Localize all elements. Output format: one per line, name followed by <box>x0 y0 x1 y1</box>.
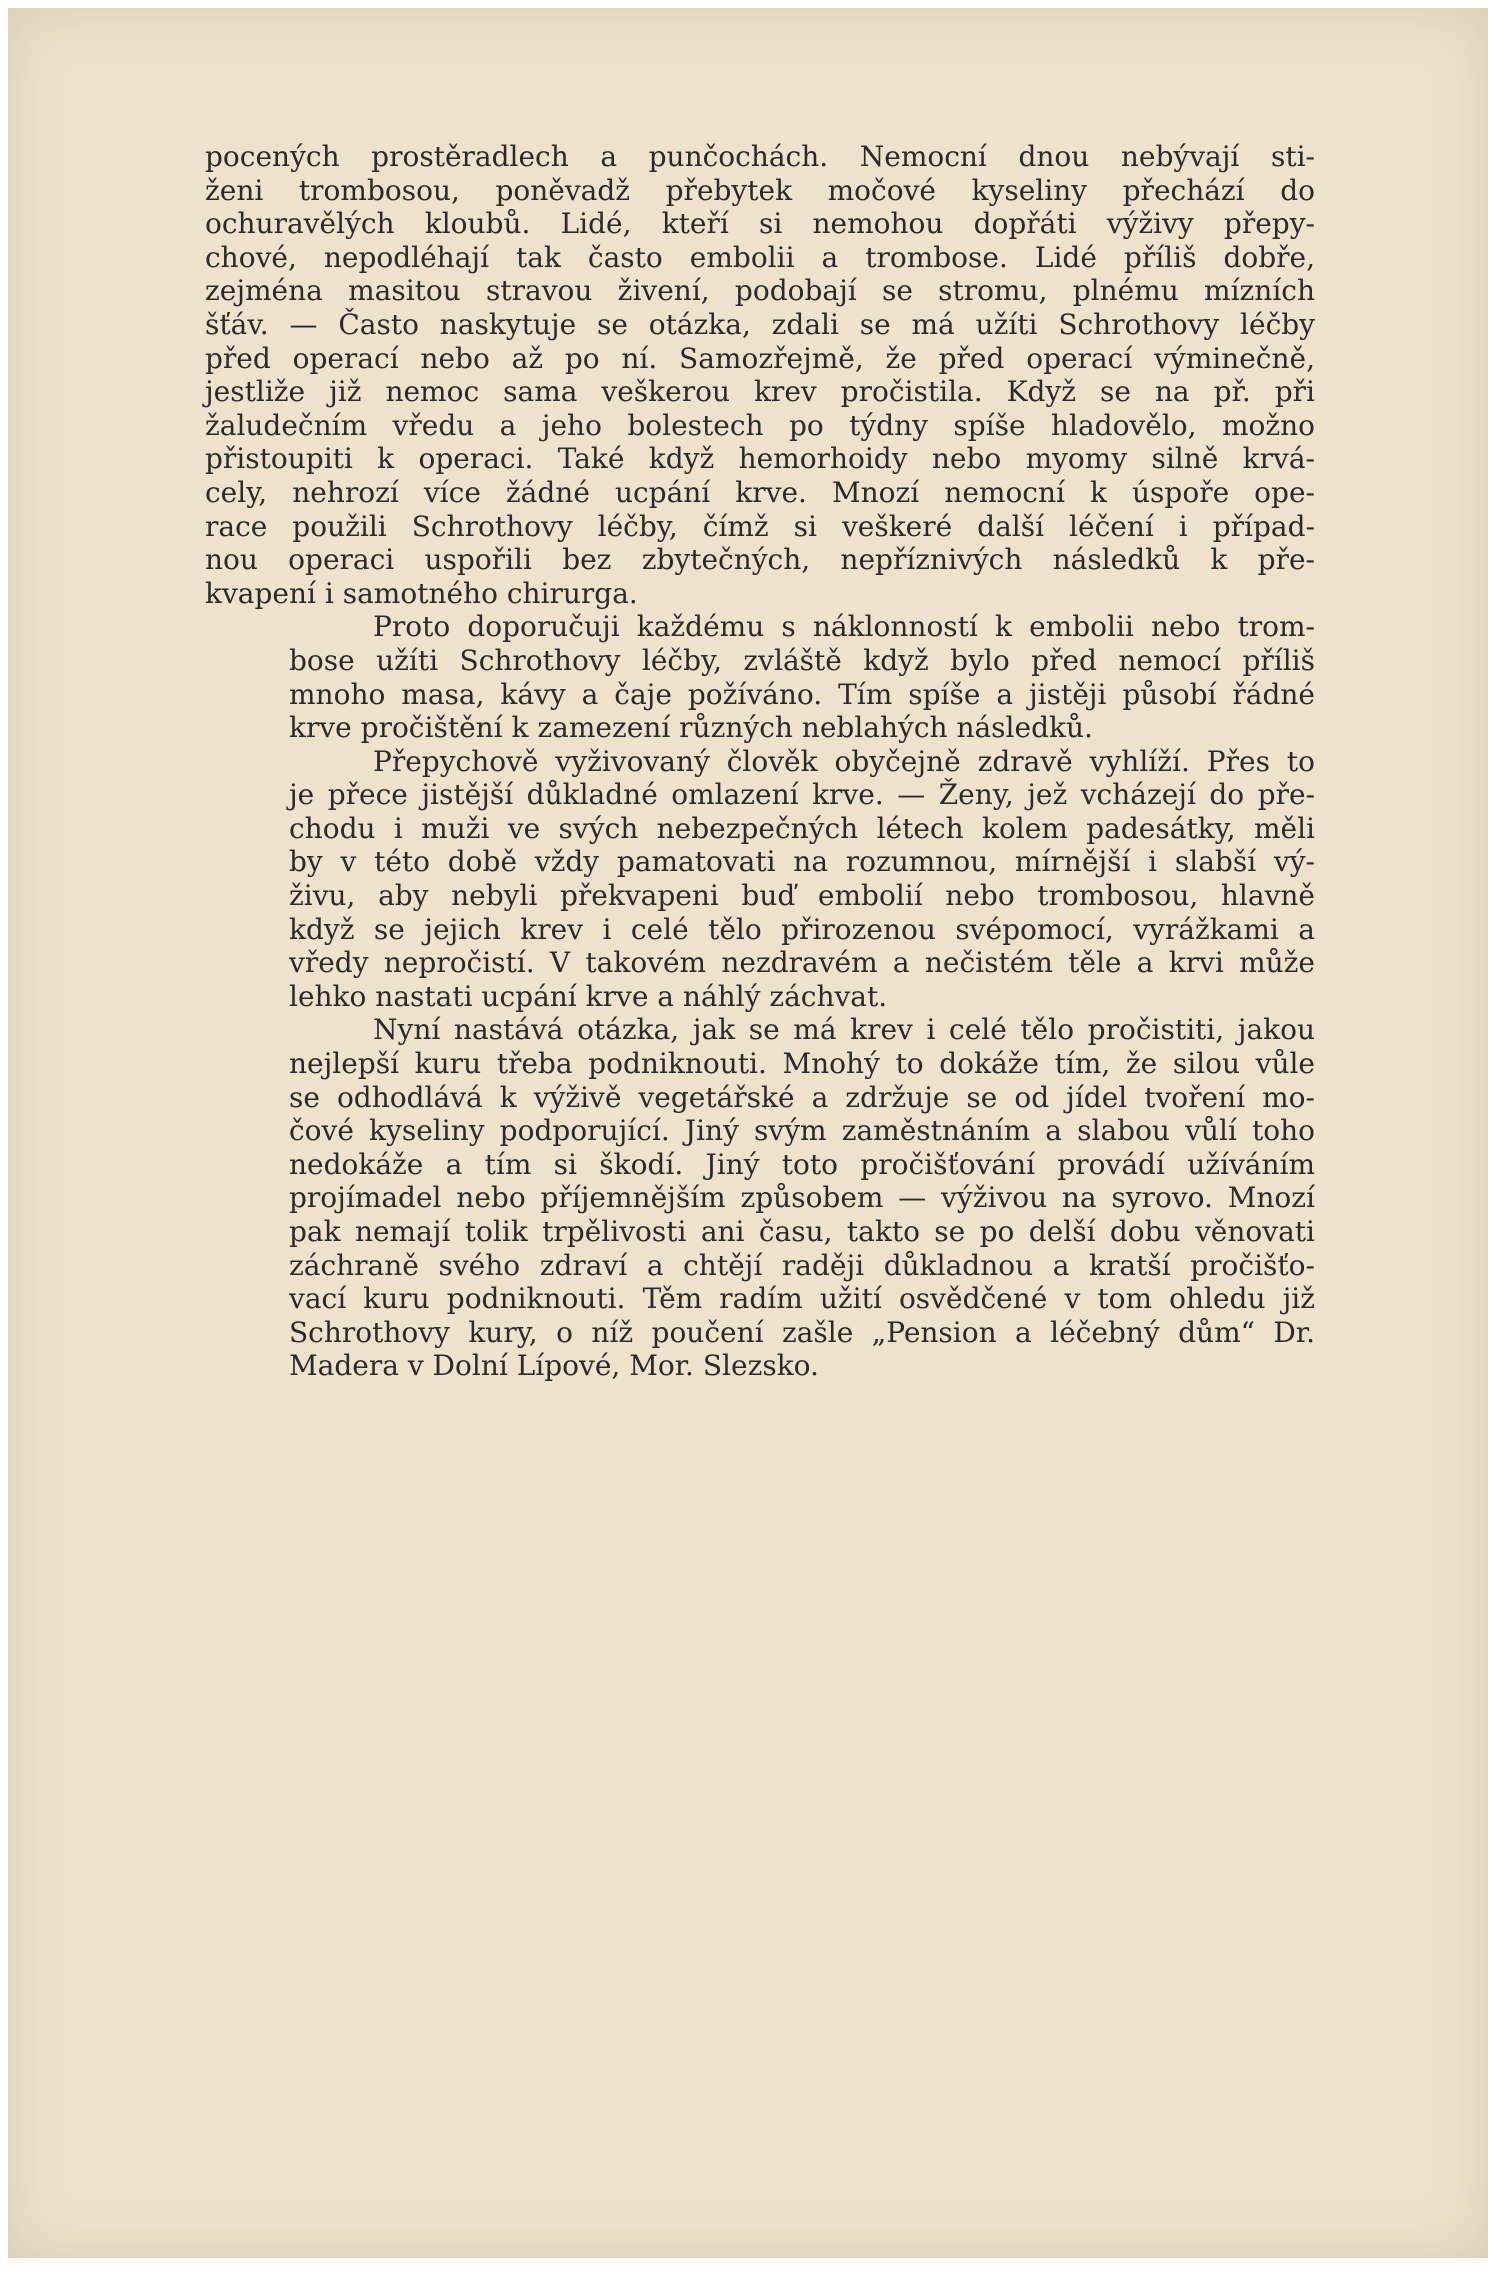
text-line: race použili Schrothovy léčby, čímž si veškeré další léčení i případ- <box>205 509 1315 543</box>
paragraph <box>205 610 1315 744</box>
text-line: chodu i muži ve svých nebezpečných létech kolem padesátky, měli <box>289 811 1315 845</box>
text-line: Madera v Dolní Lípové, Mor. Slezsko. <box>289 1349 819 1383</box>
text-line: Schrothovy kury, o níž poučení zašle „Pension a léčebný dům“ Dr. <box>289 1315 1315 1349</box>
text-line: bose užíti Schrothovy léčby, zvláště když bylo před nemocí příliš <box>289 643 1315 677</box>
paragraph <box>205 745 1315 1014</box>
text-line: projímadel nebo příjemnějším způsobem — výživou na syrovo. Mnozí <box>289 1181 1315 1215</box>
text-line: je přece jistější důkladné omlazení krve. — Ženy, jež vcházejí do pře- <box>289 778 1315 812</box>
text-line: živu, aby nebyli překvapeni buď embolií nebo trombosou, hlavně <box>289 879 1315 913</box>
body-text <box>205 140 1315 1383</box>
text-line: jestliže již nemoc sama veškerou krev pročistila. Když se na př. při <box>205 375 1315 409</box>
text-line: když se jejich krev i celé tělo přirozenou svépomocí, vyrážkami a <box>289 912 1315 946</box>
text-line: vředy nepročistí. V takovém nezdravém a nečistém těle a krvi může <box>289 946 1315 980</box>
text-line: nedokáže a tím si škodí. Jiný toto pročišťování provádí užíváním <box>289 1147 1315 1181</box>
text-line: se odhodlává k výživě vegetářské a zdržuje se od jídel tvoření mo- <box>289 1080 1315 1114</box>
text-line: ochuravělých kloubů. Lidé, kteří si nemohou dopřáti výživy přepy- <box>205 207 1315 241</box>
text-line: nou operaci uspořili bez zbytečných, nepříznivých následků k pře- <box>205 543 1315 577</box>
text-line: Nyní nastává otázka, jak se má krev i celé tělo pročistiti, jakou <box>373 1013 1315 1047</box>
paragraph <box>205 1013 1315 1383</box>
text-line: před operací nebo až po ní. Samozřejmě, že před operací výminečně, <box>205 341 1315 375</box>
paragraph <box>205 140 1315 610</box>
text-line: cely, nehrozí více žádné ucpání krve. Mnozí nemocní k úspoře ope- <box>205 475 1315 509</box>
text-line: nejlepší kuru třeba podniknouti. Mnohý to dokáže tím, že silou vůle <box>289 1047 1315 1081</box>
text-line: mnoho masa, kávy a čaje požíváno. Tím spíše a jistěji působí řádné <box>289 677 1315 711</box>
text-line: by v této době vždy pamatovati na rozumnou, mírnější i slabší vý- <box>289 845 1315 879</box>
text-line: lehko nastati ucpání krve a náhlý záchvat. <box>289 979 888 1013</box>
text-line: záchraně svého zdraví a chtějí raději důkladnou a kratší pročišťo- <box>289 1248 1315 1282</box>
text-line: žaludečním vředu a jeho bolestech po týdny spíše hladovělo, možno <box>205 408 1315 442</box>
text-line: kvapení i samotného chirurga. <box>205 576 638 610</box>
text-line: zejména masitou stravou živení, podobají se stromu, plnému mízních <box>205 274 1315 308</box>
text-line: krve pročištění k zamezení různých neblahých následků. <box>289 711 1093 745</box>
text-line: pocených prostěradlech a punčochách. Nemocní dnou nebývají sti- <box>205 140 1315 173</box>
text-line: vací kuru podniknouti. Těm radím užití osvědčené v tom ohledu již <box>289 1282 1315 1316</box>
text-line: ženi trombosou, poněvadž přebytek močové kyseliny přechází do <box>205 173 1315 207</box>
text-line: čové kyseliny podporující. Jiný svým zaměstnáním a slabou vůlí toho <box>289 1114 1315 1148</box>
text-line: chové, nepodléhají tak často embolii a trombose. Lidé příliš dobře, <box>205 240 1315 274</box>
text-line: Proto doporučuji každému s náklonností k embolii nebo trom- <box>373 610 1315 644</box>
text-line: Přepychově vyživovaný člověk obyčejně zdravě vyhlíží. Přes to <box>373 744 1315 778</box>
text-line: šťáv. — Často naskytuje se otázka, zdali se má užíti Schrothovy léčby <box>205 307 1315 341</box>
text-line: přistoupiti k operaci. Také když hemorhoidy nebo myomy silně krvá- <box>205 442 1315 476</box>
text-line: pak nemají tolik trpělivosti ani času, takto se po delší dobu věnovati <box>289 1215 1315 1248</box>
